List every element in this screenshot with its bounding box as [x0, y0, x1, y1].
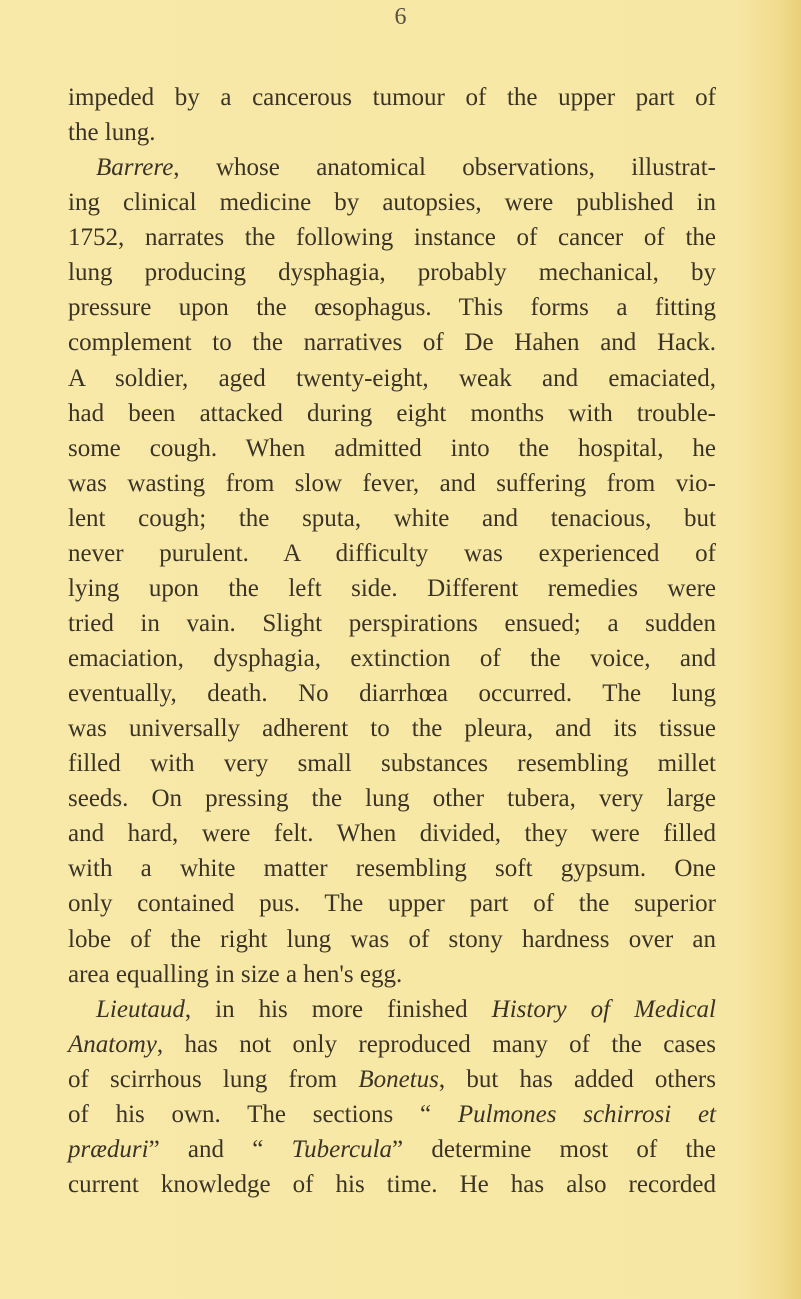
text-segment: complement to the narratives of De Hahen and Hack.	[68, 329, 716, 357]
text-segment: some cough. When admitted into the hospital, he	[68, 434, 716, 462]
text-segment: never purulent. A difficulty was experienced of	[68, 539, 716, 567]
italic-text: Bonetus	[358, 1065, 439, 1093]
text-segment: current knowledge of his time. He has also recorded	[68, 1170, 716, 1198]
text-segment: seeds. On pressing the lung other tubera, very large	[68, 785, 716, 813]
text-segment: , has not only reproduced many of the cases	[156, 1030, 716, 1058]
text-segment: pressure upon the œsophagus. This forms a fitting	[68, 294, 716, 322]
italic-text: Pulmones schirrosi et	[457, 1100, 716, 1128]
text-segment: ing clinical medicine by autopsies, were published in	[68, 189, 716, 217]
text-segment: tried in vain. Slight perspirations ensued; a sudden	[68, 609, 716, 637]
text-segment: A soldier, aged twenty-eight, weak and emaciated,	[68, 364, 716, 392]
text-line	[68, 711, 716, 746]
text-segment: ” and “	[148, 1135, 292, 1163]
text-line	[68, 816, 716, 851]
text-segment: lying upon the left side. Different remedies were	[68, 574, 716, 602]
text-segment: emaciation, dysphagia, extinction of the voice, and	[68, 645, 716, 672]
text-line	[68, 1097, 716, 1132]
text-line	[68, 290, 716, 325]
text-line	[68, 361, 716, 396]
text-line	[68, 676, 716, 711]
text-line	[68, 992, 716, 1027]
text-line	[68, 255, 716, 290]
text-segment: was universally adherent to the pleura, and its tissue	[68, 715, 716, 743]
text-line	[68, 1132, 716, 1167]
italic-text: Tubercula	[291, 1135, 393, 1163]
text-line	[68, 501, 716, 536]
text-segment: only contained pus. The upper part of the superior	[68, 890, 716, 918]
text-line	[68, 641, 716, 676]
text-segment: area equalling in size a hen's egg.	[68, 960, 403, 988]
text-segment: , in his more finished	[184, 995, 492, 1023]
text-segment: with a white matter resembling soft gypsum. One	[68, 855, 716, 883]
italic-text: Barrere	[96, 154, 174, 182]
text-line	[68, 396, 716, 431]
text-segment: lobe of the right lung was of stony hardness over an	[68, 925, 716, 953]
text-segment: had been attacked during eight months with trouble-	[68, 399, 716, 427]
page-number: 6	[394, 4, 407, 30]
text-line	[68, 746, 716, 781]
italic-text: præduri	[68, 1135, 149, 1163]
body-text	[68, 80, 716, 1202]
text-segment: , but has added others	[438, 1065, 716, 1093]
text-segment: 1752, narrates the following instance of cancer of the	[68, 224, 716, 252]
italic-text: Anatomy	[68, 1030, 157, 1058]
text-segment: the lung.	[68, 119, 156, 147]
text-segment: of scirrhous lung from	[68, 1065, 359, 1093]
text-segment: eventually, death. No diarrhœa occurred. The lung	[68, 680, 716, 708]
text-segment: lung producing dysphagia, probably mechanical, by	[68, 259, 716, 287]
text-line	[68, 325, 716, 360]
text-line	[68, 431, 716, 466]
text-line	[68, 1027, 716, 1062]
text-line	[68, 851, 716, 886]
text-line	[68, 80, 716, 115]
text-line	[68, 185, 716, 220]
text-line	[68, 922, 716, 957]
text-segment: ” determine most of the	[392, 1135, 716, 1163]
text-line	[68, 1062, 716, 1097]
text-line	[68, 536, 716, 571]
text-line	[68, 115, 716, 150]
text-line	[68, 606, 716, 641]
text-line	[68, 220, 716, 255]
text-segment: was wasting from slow fever, and suffering from vio-	[68, 469, 716, 497]
text-line	[68, 571, 716, 606]
text-line	[68, 886, 716, 921]
text-line	[68, 466, 716, 501]
italic-text: History of Medical	[491, 995, 716, 1023]
text-line	[68, 150, 716, 185]
text-segment: , whose anatomical observations, illustrat-	[173, 154, 716, 182]
italic-text: Lieutaud	[96, 995, 185, 1023]
text-line	[68, 1167, 716, 1202]
text-segment: of his own. The sections “	[68, 1100, 458, 1128]
text-segment: impeded by a cancerous tumour of the upper part of	[68, 84, 716, 111]
text-segment: and hard, were felt. When divided, they were filled	[68, 820, 716, 848]
text-line	[68, 957, 716, 992]
text-segment: lent cough; the sputa, white and tenacious, but	[68, 504, 716, 532]
text-line	[68, 781, 716, 816]
text-segment: filled with very small substances resembling millet	[68, 750, 716, 778]
